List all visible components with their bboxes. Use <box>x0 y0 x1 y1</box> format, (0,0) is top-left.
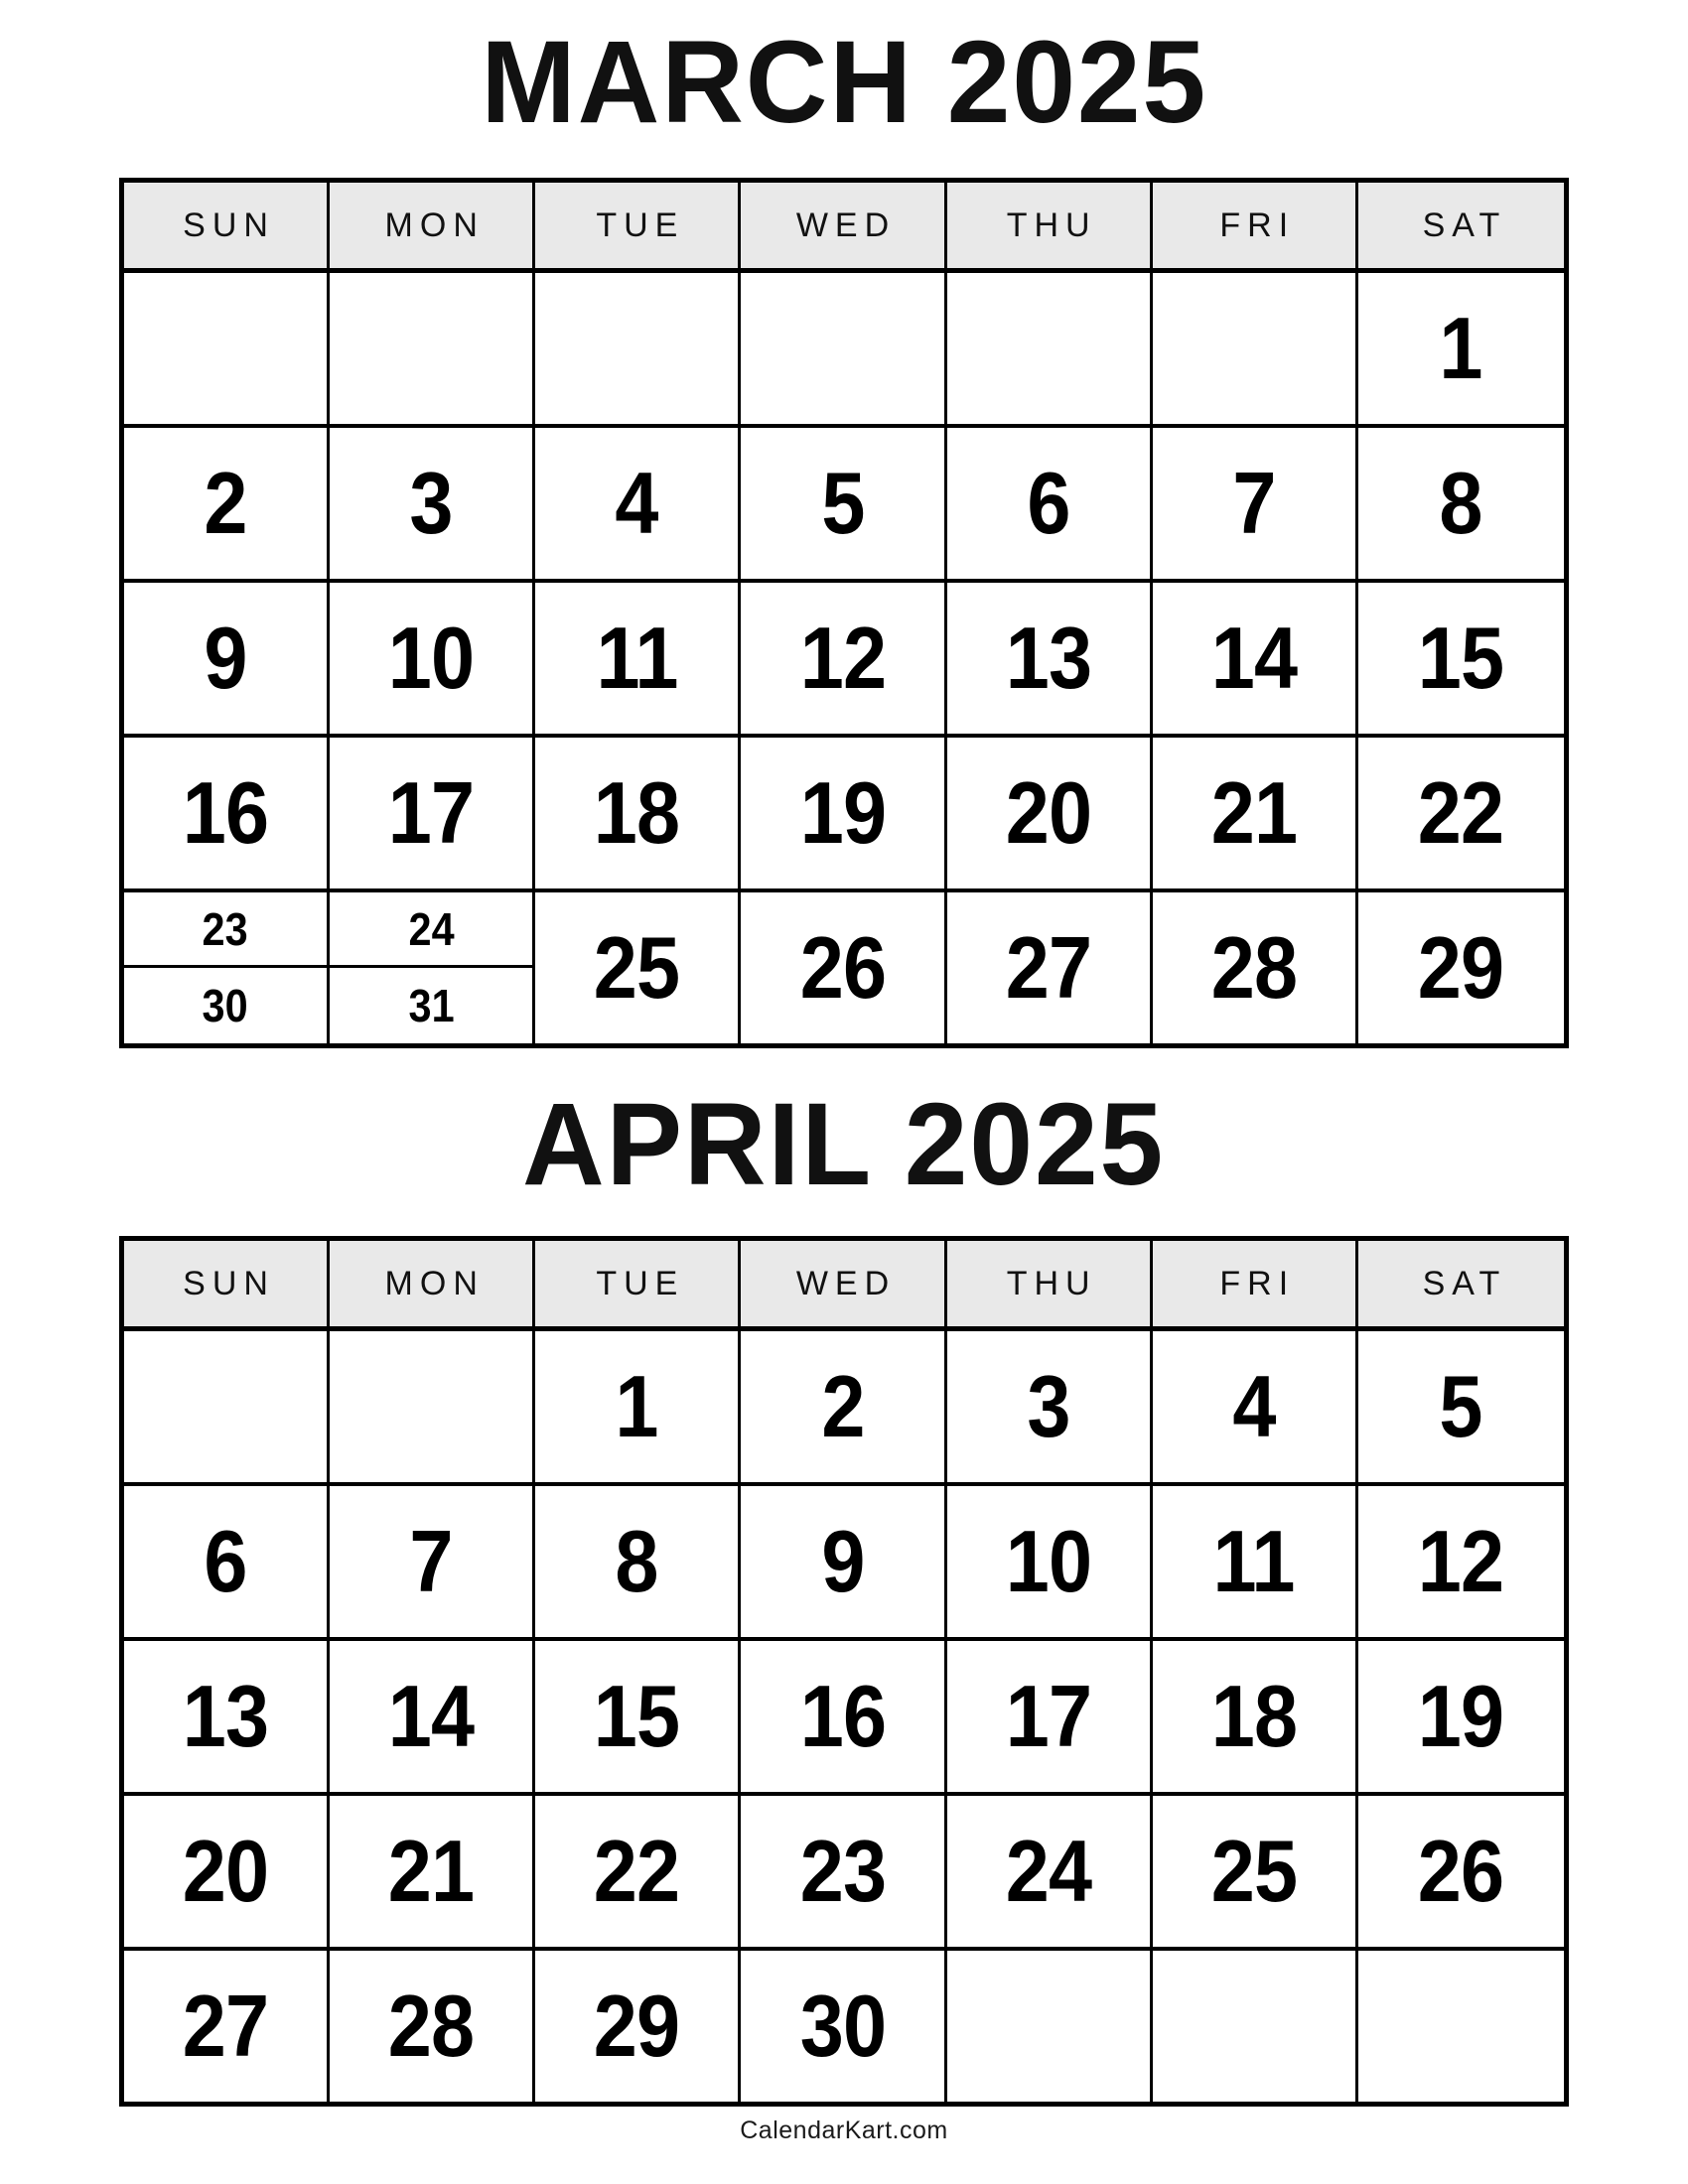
april-day-header-row <box>124 1241 1564 1331</box>
day-cell <box>535 1331 741 1482</box>
day-number: 10 <box>388 609 475 708</box>
day-header-tue: TUE <box>535 1241 741 1326</box>
day-number: 29 <box>1418 918 1504 1018</box>
day-cell <box>1358 1486 1564 1637</box>
day-cell <box>947 892 1153 1043</box>
day-number: 9 <box>820 1512 865 1611</box>
day-cell <box>124 1641 330 1792</box>
day-number: 22 <box>594 1822 680 1921</box>
day-cell <box>124 1951 330 2102</box>
day-cell <box>1153 428 1358 579</box>
april-calendar-grid <box>119 1236 1569 2107</box>
day-cell <box>741 583 946 734</box>
day-number: 17 <box>388 763 475 863</box>
day-number: 18 <box>1210 1667 1297 1766</box>
day-number: 13 <box>1005 609 1091 708</box>
day-cell <box>741 1641 946 1792</box>
day-cell <box>330 428 535 579</box>
day-number: 8 <box>1439 454 1482 553</box>
day-header-thu: THU <box>947 1241 1153 1326</box>
split-top-half <box>330 892 532 968</box>
day-cell <box>947 1486 1153 1637</box>
day-cell <box>1358 738 1564 888</box>
day-cell <box>1358 428 1564 579</box>
april-week-row <box>124 1486 1564 1641</box>
day-cell <box>1153 1331 1358 1482</box>
day-header-sat: SAT <box>1422 205 1507 244</box>
empty-day-cell <box>535 273 741 424</box>
day-cell <box>741 892 946 1043</box>
day-cell <box>741 1486 946 1637</box>
april-week-row <box>124 1796 1564 1951</box>
empty-day-cell <box>330 273 535 424</box>
empty-day-cell <box>1153 273 1358 424</box>
march-week-row <box>124 273 1564 428</box>
day-number: 3 <box>409 454 453 553</box>
march-week-row <box>124 583 1564 738</box>
day-header-mon: MON <box>330 1241 535 1326</box>
day-cell <box>741 428 946 579</box>
day-number: 9 <box>204 609 247 708</box>
day-cell <box>330 738 535 888</box>
day-number: 26 <box>799 918 886 1018</box>
day-number: 31 <box>408 980 455 1032</box>
march-week-row <box>124 428 1564 583</box>
day-cell <box>535 738 741 888</box>
day-number: 19 <box>799 763 886 863</box>
day-number: 28 <box>388 1977 475 2076</box>
day-cell <box>535 1486 741 1637</box>
day-cell <box>330 583 535 734</box>
day-header-fri: FRI <box>1153 1241 1358 1326</box>
day-cell <box>1358 1641 1564 1792</box>
march-week-row <box>124 738 1564 892</box>
day-number: 3 <box>1027 1357 1070 1456</box>
day-cell <box>1358 583 1564 734</box>
day-cell <box>535 1796 741 1947</box>
day-number: 25 <box>594 918 680 1018</box>
day-header-thu: THU <box>947 183 1153 268</box>
day-number: 20 <box>1005 763 1091 863</box>
empty-day-cell <box>741 273 946 424</box>
day-number: 24 <box>1005 1822 1091 1921</box>
day-cell <box>1153 1796 1358 1947</box>
day-number: 16 <box>799 1667 886 1766</box>
empty-day-cell <box>947 1951 1153 2102</box>
day-number: 26 <box>1418 1822 1504 1921</box>
empty-day-cell <box>124 1331 330 1482</box>
day-number: 5 <box>820 454 865 553</box>
day-number: 19 <box>1418 1667 1504 1766</box>
day-number: 21 <box>388 1822 475 1921</box>
day-number: 24 <box>408 902 455 955</box>
day-number: 8 <box>615 1512 658 1611</box>
day-number: 11 <box>596 609 678 708</box>
day-cell <box>535 583 741 734</box>
day-number: 7 <box>409 1512 453 1611</box>
day-cell <box>330 1951 535 2102</box>
site-footer-label: CalendarKart.com <box>740 2116 948 2145</box>
empty-day-cell <box>330 1331 535 1482</box>
split-day-cell-mon <box>330 892 535 1043</box>
day-number: 2 <box>820 1357 865 1456</box>
empty-day-cell <box>1153 1951 1358 2102</box>
day-number: 27 <box>182 1977 269 2076</box>
day-cell <box>947 428 1153 579</box>
day-number: 17 <box>1005 1667 1091 1766</box>
day-number: 16 <box>182 763 269 863</box>
day-cell <box>330 1486 535 1637</box>
split-bottom-half <box>330 968 532 1043</box>
day-number: 5 <box>1439 1357 1482 1456</box>
day-header-wed: WED <box>741 183 946 268</box>
april-week-row <box>124 1331 1564 1486</box>
day-number: 29 <box>594 1977 680 2076</box>
day-cell <box>124 428 330 579</box>
day-number: 14 <box>388 1667 475 1766</box>
day-number: 2 <box>204 454 247 553</box>
day-cell <box>1358 273 1564 424</box>
day-cell <box>741 1331 946 1482</box>
day-number: 12 <box>799 609 886 708</box>
day-cell <box>947 583 1153 734</box>
empty-day-cell <box>947 273 1153 424</box>
day-cell <box>124 1486 330 1637</box>
day-cell <box>947 1331 1153 1482</box>
day-cell <box>1153 583 1358 734</box>
day-cell <box>741 1796 946 1947</box>
day-number: 30 <box>799 1977 886 2076</box>
day-number: 1 <box>615 1357 658 1456</box>
day-cell <box>535 1641 741 1792</box>
day-cell <box>1153 1486 1358 1637</box>
day-header-wed: WED <box>741 1241 946 1326</box>
day-number: 1 <box>1439 299 1482 398</box>
day-cell <box>124 738 330 888</box>
day-number: 15 <box>1418 609 1504 708</box>
april-week-row <box>124 1951 1564 2102</box>
day-cell <box>1153 738 1358 888</box>
day-cell <box>535 428 741 579</box>
day-number: 23 <box>203 902 249 955</box>
day-cell <box>1153 892 1358 1043</box>
day-number: 13 <box>182 1667 269 1766</box>
day-number: 4 <box>1232 1357 1276 1456</box>
day-cell <box>947 1796 1153 1947</box>
day-cell <box>535 1951 741 2102</box>
day-header-sun: SUN <box>124 1241 330 1326</box>
split-top-half <box>124 892 327 968</box>
march-last-week-row <box>124 892 1564 1043</box>
day-cell <box>947 738 1153 888</box>
day-cell <box>1358 892 1564 1043</box>
day-number: 22 <box>1418 763 1504 863</box>
day-cell <box>1358 1796 1564 1947</box>
split-bottom-half <box>124 968 327 1043</box>
day-number: 21 <box>1210 763 1297 863</box>
day-cell <box>741 1951 946 2102</box>
day-header-tue: TUE <box>535 183 741 268</box>
day-number: 23 <box>799 1822 886 1921</box>
day-cell <box>124 1796 330 1947</box>
day-cell <box>947 1641 1153 1792</box>
day-number: 4 <box>615 454 658 553</box>
day-cell <box>1153 1641 1358 1792</box>
day-number: 11 <box>1212 1512 1295 1611</box>
day-cell <box>124 583 330 734</box>
day-number: 12 <box>1418 1512 1504 1611</box>
day-number: 25 <box>1210 1822 1297 1921</box>
split-day-cell-sun <box>124 892 330 1043</box>
day-number: 6 <box>1027 454 1070 553</box>
march-calendar-grid <box>119 178 1569 1048</box>
day-header-sat: SAT <box>1422 1264 1507 1302</box>
day-cell <box>1358 1331 1564 1482</box>
day-number: 15 <box>594 1667 680 1766</box>
april-week-row <box>124 1641 1564 1796</box>
day-number: 7 <box>1232 454 1276 553</box>
day-number: 18 <box>594 763 680 863</box>
day-header-fri: FRI <box>1153 183 1358 268</box>
day-cell <box>741 738 946 888</box>
day-number: 10 <box>1005 1512 1091 1611</box>
day-cell <box>330 1796 535 1947</box>
day-cell <box>535 892 741 1043</box>
empty-day-cell <box>1358 1951 1564 2102</box>
empty-day-cell <box>124 273 330 424</box>
day-number: 28 <box>1210 918 1297 1018</box>
march-title: MARCH 2025 <box>481 17 1207 148</box>
day-header-sun: SUN <box>124 183 330 268</box>
day-number: 20 <box>182 1822 269 1921</box>
april-title: APRIL 2025 <box>522 1079 1166 1211</box>
march-day-header-row <box>124 183 1564 273</box>
day-header-mon: MON <box>330 183 535 268</box>
day-number: 6 <box>204 1512 247 1611</box>
day-cell <box>330 1641 535 1792</box>
day-number: 27 <box>1005 918 1091 1018</box>
day-number: 30 <box>203 980 249 1032</box>
day-number: 14 <box>1210 609 1297 708</box>
